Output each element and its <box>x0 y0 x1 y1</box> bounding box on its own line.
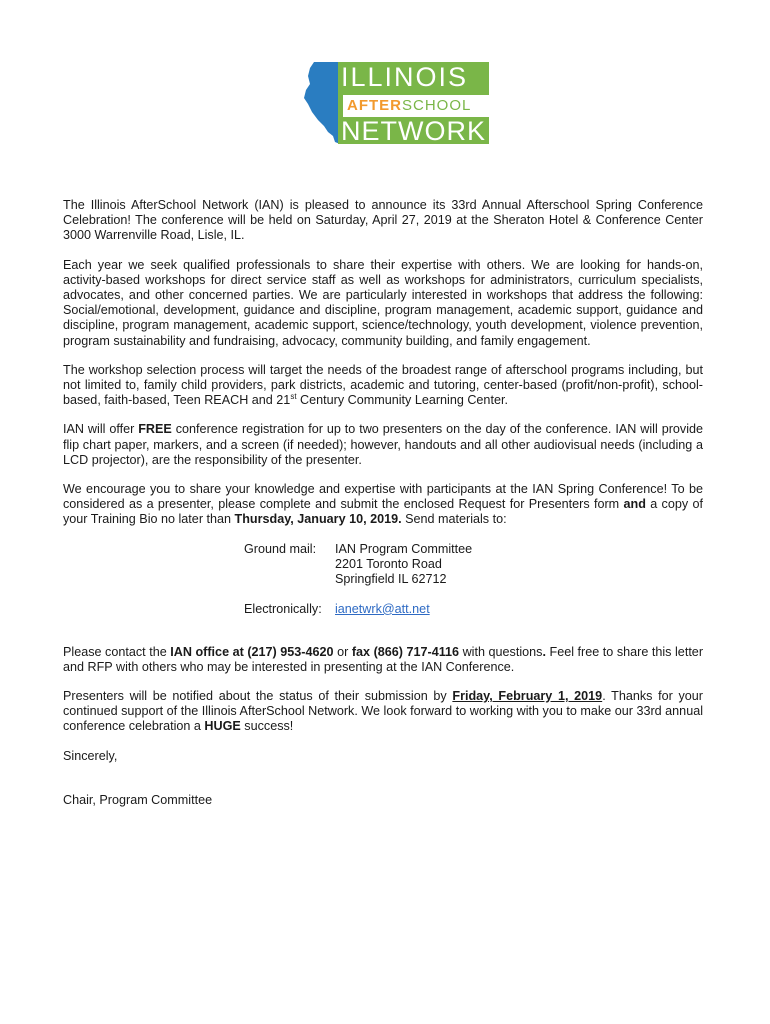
paragraph-free-registration: IAN will offer FREE conference registration for up to two presenters on the day of the conference. IAN will provide flip chart paper, markers, and a screen (if needed); however, handouts and all other audiovisual needs (including a LCD projector), are the responsibility of the presenter. <box>63 422 703 467</box>
logo-word-illinois: ILLINOIS <box>341 62 469 92</box>
paragraph-notification: Presenters will be notified about the status of their submission by Friday, February 1, 2019. Thanks for your continued support of the Illinois AfterSchool Network. We look forward to working with you to make our 33rd annual conference celebration a HUGE success! <box>63 689 703 734</box>
address-line-1: IAN Program Committee <box>335 541 473 556</box>
signature: Chair, Program Committee <box>63 792 213 807</box>
ground-mail-label: Ground mail: <box>244 541 317 556</box>
address-line-2: 2201 Toronto Road <box>335 556 442 571</box>
electronically-label: Electronically: <box>244 601 322 616</box>
email-link[interactable]: ianetwrk@att.net <box>335 601 430 616</box>
mailing-address-block <box>63 542 703 630</box>
paragraph-announcement: The Illinois AfterSchool Network (IAN) is pleased to announce its 33rd Annual Afterschool Spring Conference Celebration! The conference will be held on Saturday, April 27, 2019 at the Sheraton Hotel & Conference Center 3000 Warrenville Road, Lisle, IL. <box>63 198 703 243</box>
paragraph-selection: The workshop selection process will target the needs of the broadest range of afterschool programs including, but not limited to, family child providers, park districts, academic and tutoring, center-based (profit/non-profit), school-based, faith-based, Teen REACH and 21st Century Community Learning Center. <box>63 362 703 408</box>
paragraph-contact: Please contact the IAN office at (217) 953-4620 or fax (866) 717-4116 with questions. Feel free to share this letter and RFP with others who may be interested in presenting at the IAN Conference. <box>63 644 704 674</box>
ian-logo <box>300 60 490 146</box>
logo-word-afterschool: AFTERSCHOOL <box>343 95 489 117</box>
closing: Sincerely, <box>63 748 118 763</box>
letter-body <box>63 198 703 822</box>
paragraph-encourage: We encourage you to share your knowledge and expertise with participants at the IAN Spring Conference! To be considered as a presenter, please complete and submit the enclosed Request for Presenters form and a copy of your Training Bio no later than Thursday, January 10, 2019. Send materials to: <box>63 482 703 527</box>
address-line-3: Springfield IL 62712 <box>335 571 447 586</box>
paragraph-seeking: Each year we seek qualified professionals to share their expertise with others. We are looking for hands-on, activity-based workshops for direct service staff as well as workshops for administrators, curriculum specialists, advocates, and other concerned parties. We are particularly interested in workshops that address the following: Social/emotional, development, guidance and discipline, program management, academic support, guidance and discipline, program management, academic support, science/technology, youth development, violence prevention, program sustainability and fundraising, advocacy, community building, and family engagement. <box>63 257 703 348</box>
logo-word-network: NETWORK <box>341 116 486 146</box>
